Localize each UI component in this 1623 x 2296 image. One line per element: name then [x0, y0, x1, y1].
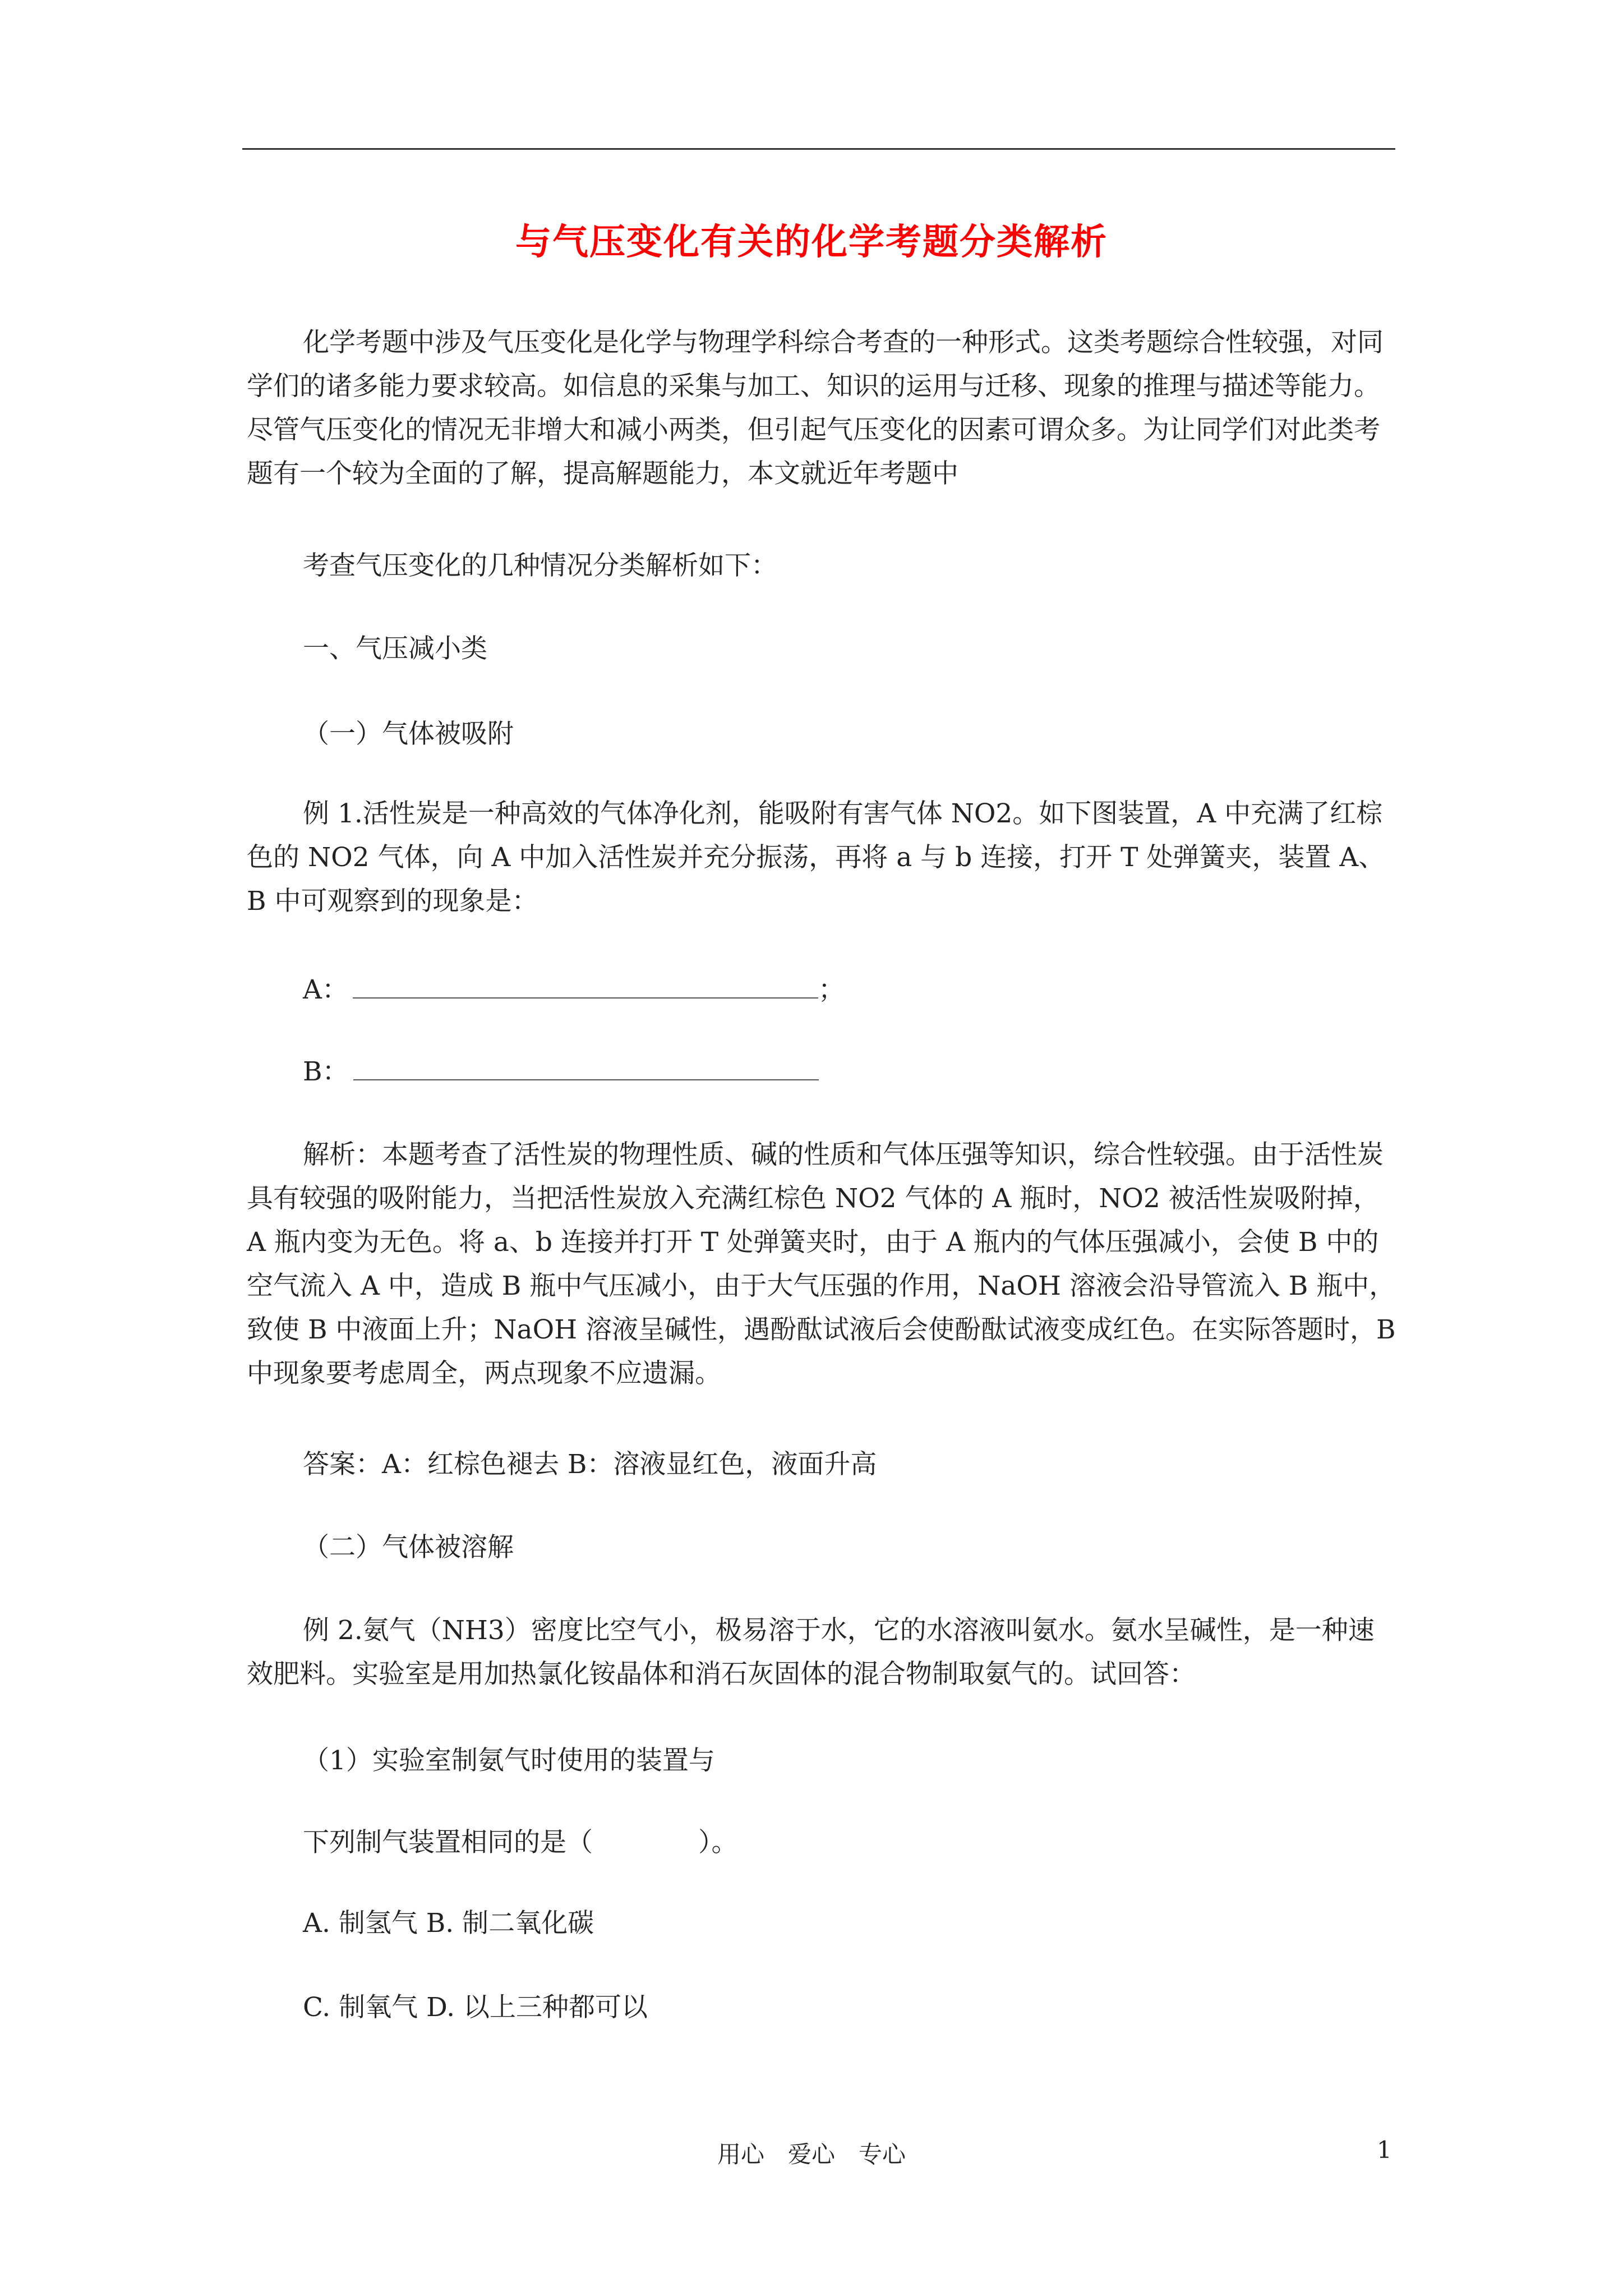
blank-b-answer-line[interactable] — [353, 1057, 819, 1080]
intro-continuation: 考查气压变化的几种情况分类解析如下： — [303, 550, 777, 581]
blank-a-line — [303, 968, 845, 1012]
question-1-continuation: 下列制气装置相同的是（ ）。 — [303, 1827, 738, 1858]
example-2-paragraph: 例 2.氨气（NH3）密度比空气小，极易溶于水，它的水溶液叫氨水。氨水呈碱性，是一种速效肥料。实验室是用加热氯化铵晶体和消石灰固体的混合物制取氨气的。试回答： — [247, 1615, 1375, 1690]
options-ab: A. 制氢气 B. 制二氧化碳 — [303, 1908, 594, 1939]
blank-b-line — [303, 1050, 819, 1094]
blank-a-label: A： — [303, 974, 348, 1005]
analysis-paragraph: 解析：本题考查了活性炭的物理性质、碱的性质和气体压强等知识，综合性较强。由于活性炭具有较强的吸附能力，当把活性炭放入充满红棕色 NO2 气体的 A 瓶时，NO2 被活性炭吸附掉，A 瓶内变为无色。将 a、b 连接并打开 T 处弹簧夹时，由于 A 瓶内的气体压强减小，会使 B 中的空气流入 A 中，造成 B 瓶中气压减小，由于大气压强的作用，NaOH 溶液会沿导管流入 B 瓶中，致使 B 中液面上升；NaOH 溶液呈碱性，遇酚酞试液后会使酚酞试液变成红色。在实际答题时，B 中现象要考虑周全，两点现象不应遗漏。 — [247, 1139, 1396, 1389]
page-number: 1 — [1377, 2136, 1392, 2164]
blank-b-label: B： — [303, 1056, 349, 1087]
section-heading-1: 一、气压减小类 — [303, 633, 487, 664]
options-cd: C. 制氧气 D. 以上三种都可以 — [303, 1992, 648, 2023]
document-title: 与气压变化有关的化学考题分类解析 — [515, 221, 1108, 263]
blank-a-suffix: ； — [818, 974, 845, 1005]
question-1-line: （1）实验室制氨气时使用的装置与 — [303, 1745, 715, 1776]
header-rule — [242, 148, 1395, 150]
answer-line: 答案：A：红棕色褪去 B：溶液显红色，液面升高 — [303, 1449, 877, 1480]
intro-paragraph: 化学考题中涉及气压变化是化学与物理学科综合考查的一种形式。这类考题综合性较强，对同学们的诸多能力要求较高。如信息的采集与加工、知识的运用与迁移、现象的推理与描述等能力。尽管气压变化的情况无非增大和减小两类，但引起气压变化的因素可谓众多。为让同学们对此类考题有一个较为全面的了解，提高解题能力，本文就近年考题中 — [247, 327, 1384, 489]
subsection-heading-1: （一）气体被吸附 — [303, 719, 514, 749]
subsection-heading-2: （二）气体被溶解 — [303, 1532, 514, 1563]
blank-a-answer-line[interactable] — [353, 975, 818, 999]
example-1-paragraph: 例 1.活性炭是一种高效的气体净化剂，能吸附有害气体 NO2。如下图装置，A 中充满了红棕色的 NO2 气体，向 A 中加入活性炭并充分振荡，再将 a 与 b 连接，打开 T 处弹簧夹，装置 A、B 中可观察到的现象是： — [247, 798, 1385, 917]
footer-motto: 用心 爱心 专心 — [717, 2141, 906, 2168]
